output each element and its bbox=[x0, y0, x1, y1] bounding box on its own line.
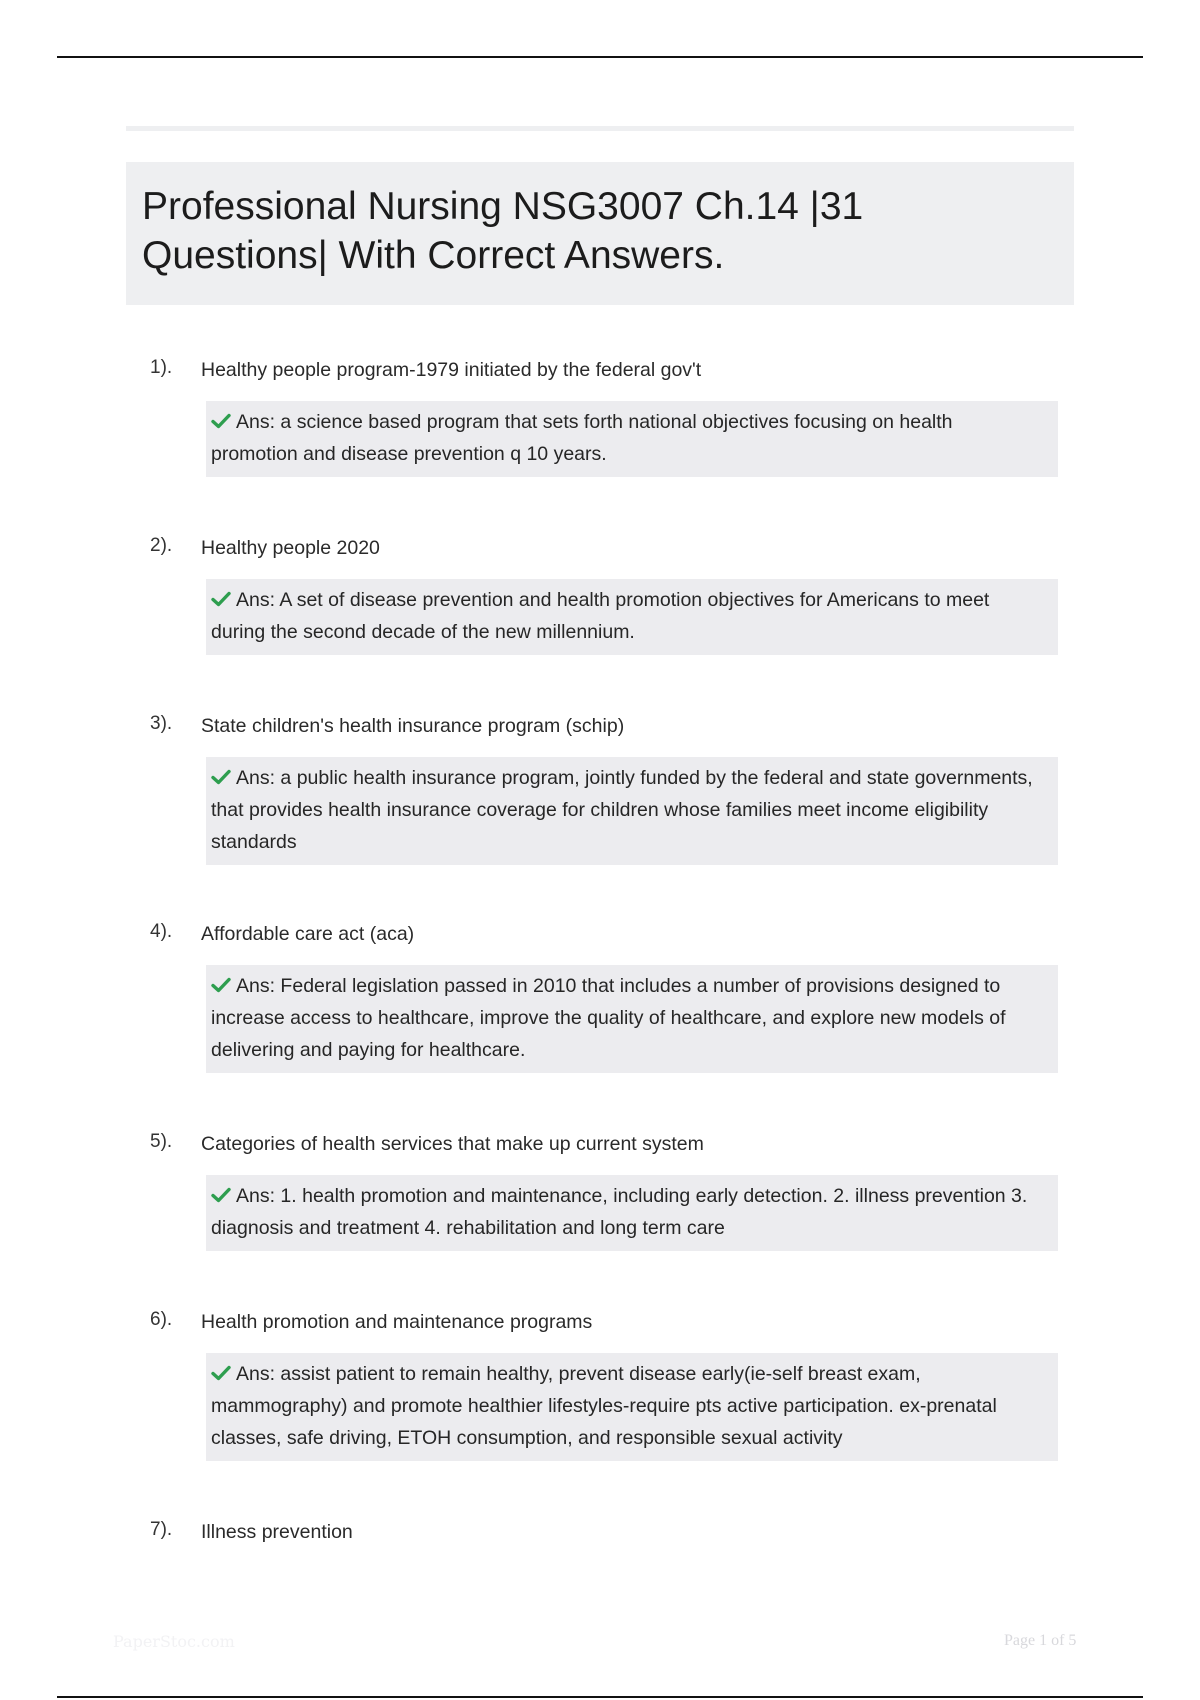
answer-text: Ans: 1. health promotion and maintenance, including early detection. 2. illness prevention 3. diagnosis and treatment 4. rehabilitation and long term care bbox=[211, 1185, 1028, 1239]
qa-item-4 bbox=[126, 919, 1074, 1073]
check-icon bbox=[211, 1365, 231, 1381]
header-divider bbox=[126, 126, 1074, 131]
qa-item-3 bbox=[126, 711, 1074, 865]
question-number: 6). bbox=[150, 1309, 173, 1330]
check-icon bbox=[211, 413, 231, 429]
question-number: 7). bbox=[150, 1519, 173, 1540]
bottom-rule bbox=[57, 1696, 1143, 1698]
check-icon bbox=[211, 1187, 231, 1203]
qa-item-6 bbox=[126, 1307, 1074, 1461]
watermark: PaperStoc.com bbox=[113, 1632, 235, 1651]
answer-box bbox=[206, 579, 1058, 655]
check-icon bbox=[211, 591, 231, 607]
answer-box bbox=[206, 1175, 1058, 1251]
question-text: State children's health insurance program (schip) bbox=[201, 715, 625, 737]
question-text: Affordable care act (aca) bbox=[201, 923, 415, 945]
answer-box bbox=[206, 1353, 1058, 1461]
page-indicator: Page 1 of 5 bbox=[1004, 1632, 1077, 1649]
question-number: 5). bbox=[150, 1131, 173, 1152]
answer-box bbox=[206, 401, 1058, 477]
question-text: Healthy people 2020 bbox=[201, 537, 380, 559]
top-rule bbox=[57, 56, 1143, 58]
title-banner bbox=[126, 162, 1074, 305]
question-number: 4). bbox=[150, 921, 173, 942]
qa-item-7 bbox=[126, 1517, 1074, 1547]
answer-box bbox=[206, 965, 1058, 1073]
answer-text: Ans: Federal legislation passed in 2010 that includes a number of provisions designed to increase access to healthcare, improve the quality of healthcare, and explore new models of delivering and paying for healthcare. bbox=[211, 975, 1006, 1061]
question-number: 3). bbox=[150, 713, 173, 734]
check-icon bbox=[211, 977, 231, 993]
qa-item-2 bbox=[126, 533, 1074, 655]
qa-item-1 bbox=[126, 355, 1074, 477]
check-icon bbox=[211, 769, 231, 785]
answer-text: Ans: a science based program that sets forth national objectives focusing on health promotion and disease prevention q 10 years. bbox=[211, 411, 953, 465]
question-number: 1). bbox=[150, 357, 173, 378]
question-text: Healthy people program-1979 initiated by the federal gov't bbox=[201, 359, 702, 381]
answer-text: Ans: assist patient to remain healthy, prevent disease early(ie-self breast exam, mammography) and promote healthier lifestyles-require pts active participation. ex-prenatal classes, safe driving, ETOH consumption, and responsible sexual activity bbox=[211, 1363, 997, 1449]
answer-text: Ans: A set of disease prevention and health promotion objectives for Americans to meet during the second decade of the new millennium. bbox=[211, 589, 990, 643]
page-title: Professional Nursing NSG3007 Ch.14 |31 Questions| With Correct Answers. bbox=[142, 185, 864, 277]
answer-text: Ans: a public health insurance program, jointly funded by the federal and state governments, that provides health insurance coverage for children whose families meet income eligibility standards bbox=[211, 767, 1033, 853]
answer-box bbox=[206, 757, 1058, 865]
qa-item-5 bbox=[126, 1129, 1074, 1251]
question-text: Illness prevention bbox=[201, 1521, 353, 1543]
question-text: Health promotion and maintenance programs bbox=[201, 1311, 593, 1333]
question-text: Categories of health services that make up current system bbox=[201, 1133, 704, 1155]
question-number: 2). bbox=[150, 535, 173, 556]
